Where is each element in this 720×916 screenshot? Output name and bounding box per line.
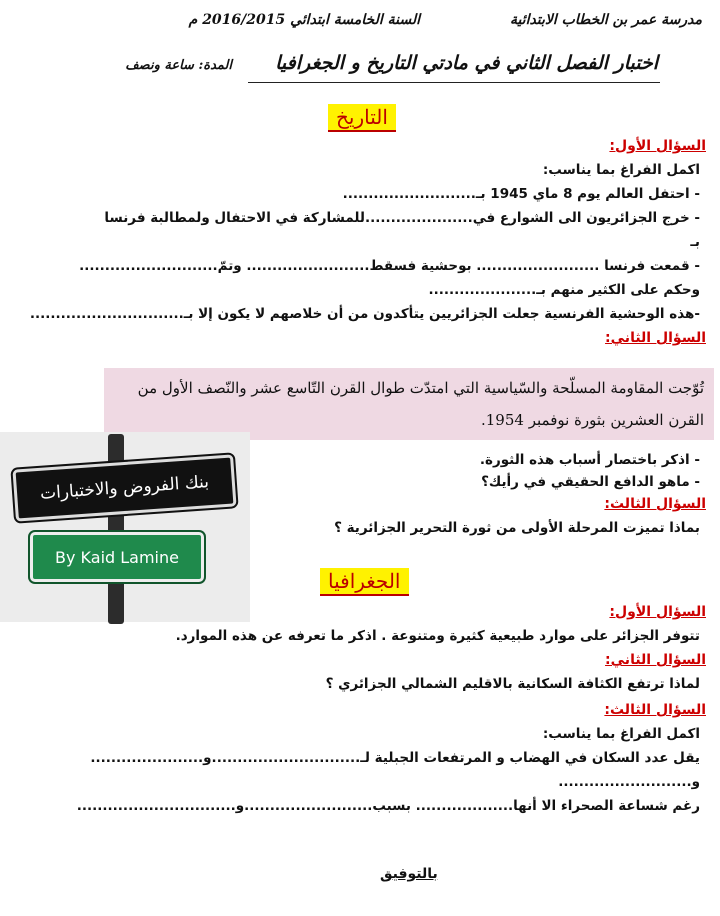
history-q2-line: - اذكر باختصار أسباب هذه الثورة. <box>479 452 700 468</box>
history-q1-line: اكمل الفراغ بما يناسب: <box>542 162 700 178</box>
geography-section-title: الجغرافيا <box>320 568 409 596</box>
title-underline <box>248 82 660 83</box>
geography-q2-title: السؤال الثاني: <box>605 652 706 668</box>
geography-q1-line: تتوفر الجزائر على موارد طبيعية كثيرة ومتنوعة . اذكر ما تعرفه عن هذه الموارد. <box>175 628 700 644</box>
geography-q3-line: رغم شساعة الصحراء الا أنها................... بسبب.........................و............................... <box>76 798 700 814</box>
history-q1-line: - قمعت فرنسا ........................ بوحشية فسقط........................ وتمّ........................... <box>79 258 700 274</box>
history-q1-line: -هذه الوحشية الفرنسية جعلت الجزائريين يتأكدون من أن خلاصهم لا يكون إلا بـ.............................. <box>29 306 700 322</box>
history-section-title: التاريخ <box>328 104 396 132</box>
school-name: مدرسة عمر بن الخطاب الابتدائية <box>509 12 702 28</box>
history-q1-line: بـ <box>690 234 700 250</box>
history-q1-title: السؤال الأول: <box>609 138 706 154</box>
history-q3-title: السؤال الثالث: <box>604 496 706 512</box>
watermark-sign-bottom: By Kaid Lamine <box>30 532 204 582</box>
grade-year: السنة الخامسة ابتدائي 2016/2015 م <box>188 12 420 28</box>
geography-q3-line: اكمل الفراغ بما يناسب: <box>542 726 700 742</box>
history-q3-line: بماذا تميزت المرحلة الأولى من ثورة التحرير الجزائرية ؟ <box>334 520 700 536</box>
geography-q2-line: لماذا ترتفع الكثافة السكانية بالاقليم الشمالي الجزائري ؟ <box>325 676 700 692</box>
geography-q1-title: السؤال الأول: <box>609 604 706 620</box>
quote-line: القرن العشرين بثورة نوفمبر 1954. <box>480 411 704 429</box>
history-q1-line: - احتفل العالم يوم 8 ماي 1945 بـ.......................... <box>342 186 700 202</box>
duration: المدة: ساعة ونصف <box>125 58 232 73</box>
closing-text: بالتوفيق <box>380 866 438 882</box>
history-q1-line: وحكم على الكثير منهم بـ..................... <box>428 282 700 298</box>
quote-line: تُوّجت المقاومة المسلّحة والسّياسية التي امتدّت طوال القرن التّاسع عشر والنّصف الأول من <box>137 379 704 397</box>
exam-title: اختبار الفصل الثاني في مادتي التاريخ و الجغرافيا <box>275 52 658 74</box>
history-quote-box <box>104 368 714 440</box>
history-q1-line: - خرج الجزائريون الى الشوارع في.....................للمشاركة في الاحتفال ولمطالبة فرنسا <box>104 210 700 226</box>
history-q2-title: السؤال الثاني: <box>605 330 706 346</box>
watermark-sign-top: بنك الفروض والاختبارات <box>12 454 236 521</box>
history-q2-line: - ماهو الدافع الحقيقي في رأيك؟ <box>481 474 700 490</box>
geography-q3-line: يقل عدد السكان في الهضاب و المرتفعات الجبلية لـ.............................و...................... <box>90 750 700 766</box>
geography-q3-title: السؤال الثالث: <box>604 702 706 718</box>
geography-q3-line: و.......................... <box>558 774 700 790</box>
